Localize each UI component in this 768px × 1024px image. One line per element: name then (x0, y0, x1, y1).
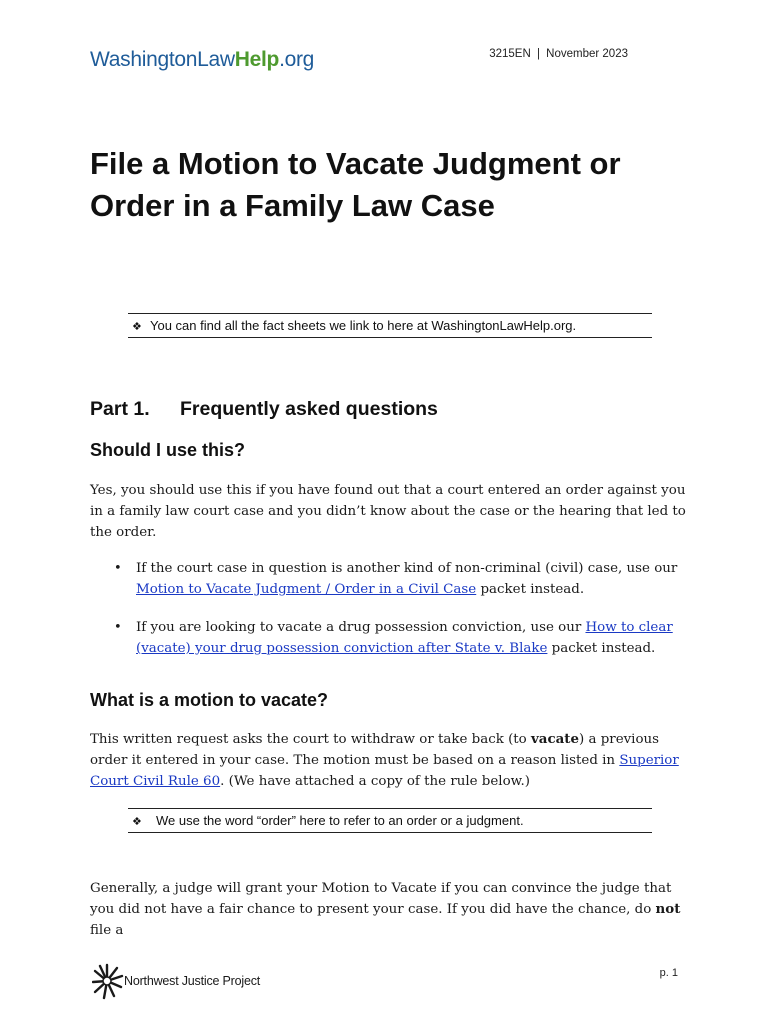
northwest-justice-project-logo (92, 962, 282, 1000)
state-v-blake-packet-link[interactable]: How to clear (vacate) your drug possession conviction after State v. Blake (136, 620, 673, 656)
section2-text-after: . (We have attached a copy of the rule below.) (220, 774, 530, 789)
civil-rule-60-link[interactable]: Superior Court Civil Rule 60 (90, 753, 679, 789)
section1-paragraph: Yes, you should use this if you have found out that a court entered an order against you in a family law court case and you didn’t know about the case or the hearing that led to the order. (90, 483, 686, 540)
part-number: Part 1. (90, 398, 150, 420)
note-text: You can find all the fact sheets we link to here at WashingtonLawHelp.org. (150, 318, 577, 333)
closing-paragraph (90, 878, 690, 941)
bullet-list-item (90, 558, 690, 600)
bullet2-text-after: packet instead. (547, 641, 656, 656)
logo-org: .org (279, 48, 315, 71)
section2-paragraph (90, 729, 690, 792)
bullet-dot-icon: • (114, 620, 122, 635)
list-item (90, 558, 690, 600)
bullet1-text-before: If the court case in question is another kind of non-criminal (civil) case, use our (136, 561, 678, 576)
diamond-bullet-icon: ❖ (132, 816, 142, 828)
closing-bold-not: not (655, 901, 681, 917)
logo-law: Law (197, 48, 235, 71)
part-heading (90, 398, 438, 421)
bullet-list-item (90, 617, 690, 659)
doc-code-separator: | (536, 48, 540, 60)
closing-text-before: Generally, a judge will grant your Motion to Vacate if you can convince the judge that you did not have a fair chance to present your case. If you did have the chance, do (90, 881, 672, 917)
logo-washington: Washington (90, 48, 198, 71)
diamond-bullet-icon: ❖ (132, 321, 142, 333)
doc-date: November 2023 (546, 48, 628, 60)
bullet1-text-after: packet instead. (476, 582, 585, 597)
page-title: File a Motion to Vacate Judgment or Order in a Family Law Case (90, 146, 621, 223)
bullet-dot-icon: • (114, 561, 122, 576)
org-name: Northwest Justice Project (124, 974, 261, 988)
note-box-order-definition (128, 808, 652, 833)
section-heading-what-is-motion: What is a motion to vacate? (90, 690, 329, 710)
bullet2-text-before: If you are looking to vacate a drug possession conviction, use our (136, 620, 586, 635)
logo-help: Help (234, 48, 280, 71)
section2-bold-vacate: vacate (531, 731, 579, 747)
doc-code-number: 3215EN (489, 48, 531, 60)
part-title: Frequently asked questions (180, 398, 438, 420)
note-text: We use the word “order” here to refer to an order or a judgment. (156, 813, 524, 828)
section-heading-should-i-use: Should I use this? (90, 440, 246, 460)
list-item (90, 617, 690, 659)
document-code (489, 48, 628, 60)
section2-text-middle: ) a previous order it entered in your case. The motion must be based on a reason listed in (90, 732, 660, 768)
note-box-fact-sheets (128, 313, 652, 338)
washingtonlawhelp-logo (90, 48, 314, 72)
closing-text-after: file a (90, 923, 124, 938)
starburst-logo-icon (92, 962, 126, 1000)
section2-text-before: This written request asks the court to withdraw or take back (to (90, 732, 531, 747)
page-number: p. 1 (659, 967, 678, 979)
civil-case-packet-link[interactable]: Motion to Vacate Judgment / Order in a Civil Case (136, 582, 477, 597)
